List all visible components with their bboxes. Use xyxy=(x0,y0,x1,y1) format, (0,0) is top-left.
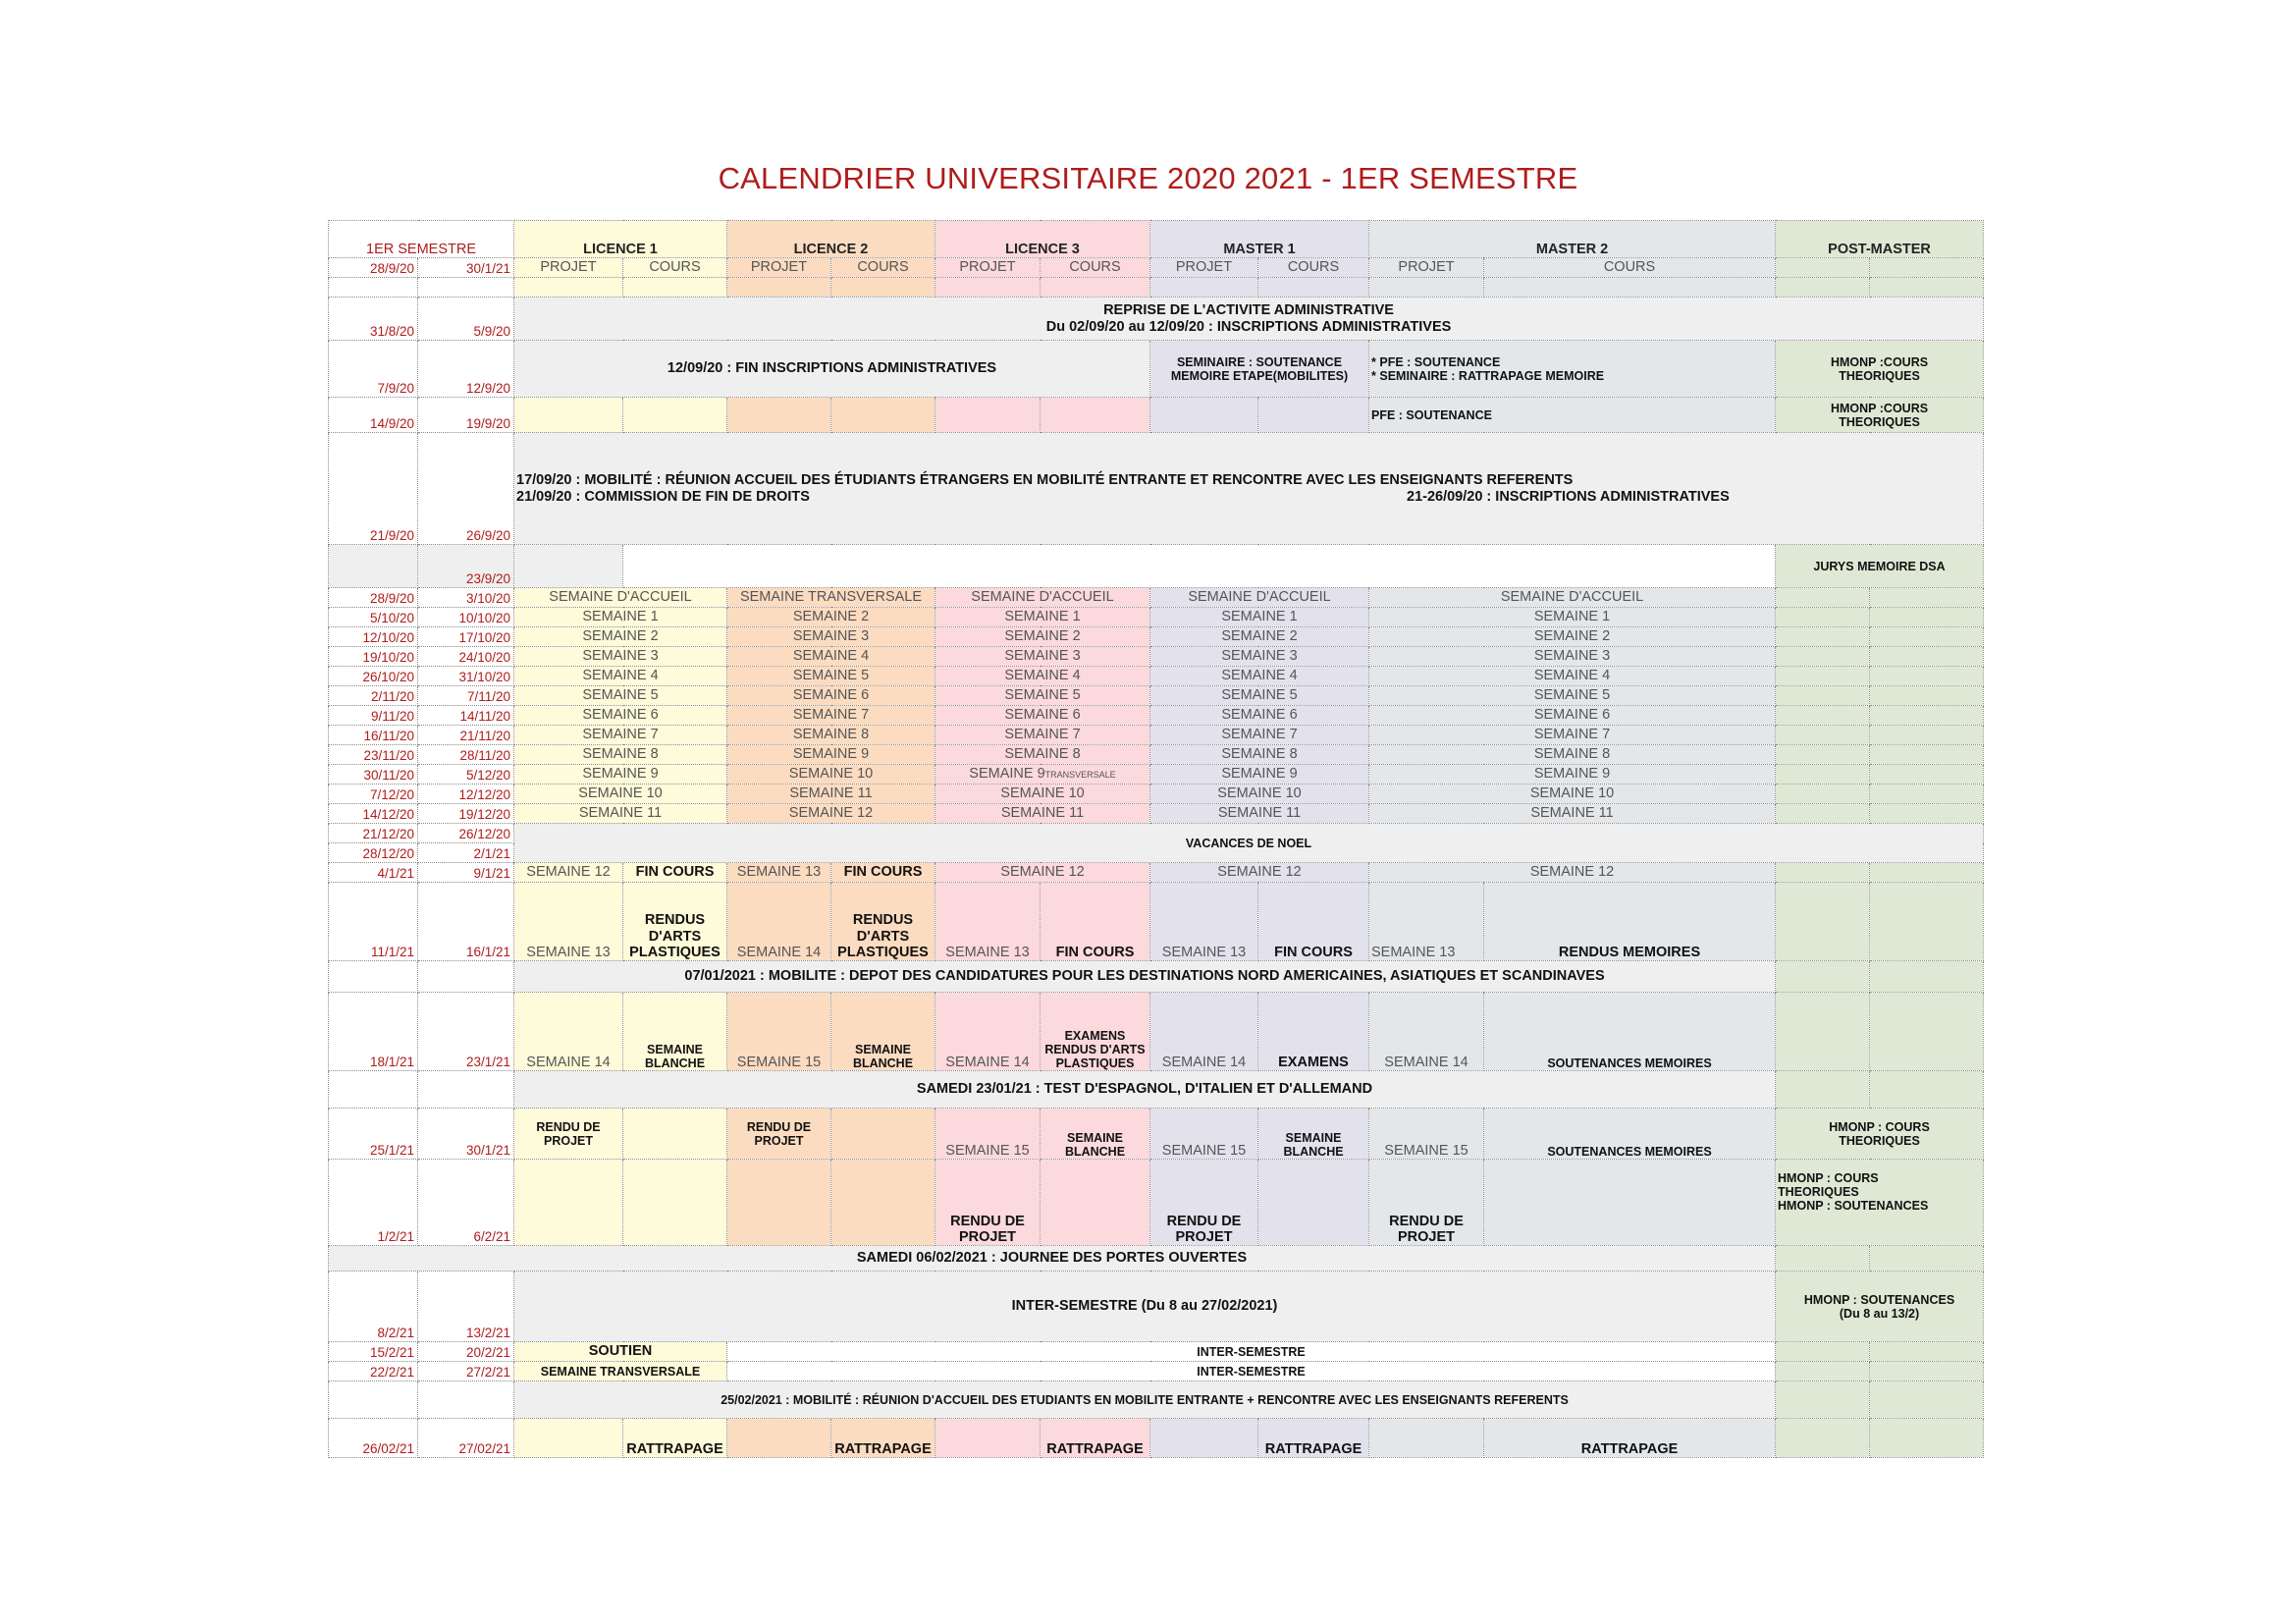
licence2-cours xyxy=(831,883,935,961)
postmaster-event xyxy=(1776,1272,1984,1342)
licence1-cell: SEMAINE TRANSVERSALE xyxy=(514,1362,727,1381)
end-date: 13/2/21 xyxy=(418,1272,514,1342)
licence1-cell: SEMAINE 9 xyxy=(514,765,727,785)
intersemestre-cell: INTER-SEMESTRE (Du 8 au 27/02/2021) xyxy=(514,1272,1776,1342)
cell-line: SEMAINE xyxy=(647,1043,703,1056)
start-date: 30/11/20 xyxy=(329,765,418,785)
master1-cell: SEMAINE 7 xyxy=(1150,726,1369,745)
start-date: 8/2/21 xyxy=(329,1272,418,1342)
master2-cours: RENDUS MEMOIRES xyxy=(1484,883,1776,961)
vacances-cell: VACANCES DE NOEL xyxy=(514,824,1984,863)
cell-line: PROJET xyxy=(1398,1228,1456,1245)
week-row xyxy=(329,863,1984,883)
cell-line: SEMAINE xyxy=(855,1043,911,1056)
event-cell xyxy=(514,298,1984,341)
start-date: 16/11/20 xyxy=(329,726,418,745)
licence2-cell: SEMAINE 9 xyxy=(727,745,935,765)
end-date: 6/2/21 xyxy=(418,1160,514,1246)
master1-cours xyxy=(1258,1109,1369,1160)
cell-line: PROJET xyxy=(754,1133,804,1148)
cell-line: RENDU DE xyxy=(536,1119,601,1134)
start-date: 4/1/21 xyxy=(329,863,418,883)
start-date: 11/1/21 xyxy=(329,883,418,961)
licence3-cell: SEMAINE 2 xyxy=(935,627,1150,647)
cell-line: SEMAINE xyxy=(1285,1131,1342,1145)
licence2-cell: SEMAINE 3 xyxy=(727,627,935,647)
master1-cell: SEMAINE D'ACCUEIL xyxy=(1150,588,1369,608)
licence3-cell: SEMAINE 4 xyxy=(935,667,1150,686)
licence2-cell: SEMAINE 4 xyxy=(727,647,935,667)
semester-end-date: 30/1/21 xyxy=(418,258,514,278)
empty-cell xyxy=(1776,258,1870,278)
end-date: 19/12/20 xyxy=(418,804,514,824)
licence1-projet xyxy=(514,1109,623,1160)
event-line: HMONP :COURS xyxy=(1830,354,1929,369)
licence2-cell: SEMAINE 6 xyxy=(727,686,935,706)
master1-cell: SEMAINE 12 xyxy=(1150,863,1369,883)
master2-cell: SEMAINE 1 xyxy=(1369,608,1776,627)
event-text: 21/09/20 : COMMISSION DE FIN DE DROITS xyxy=(516,488,810,505)
start-date: 12/10/20 xyxy=(329,627,418,647)
week-row xyxy=(329,765,1984,785)
col-cours: COURS xyxy=(831,258,935,278)
licence3-cell: SEMAINE 1 xyxy=(935,608,1150,627)
event-cell: SAMEDI 23/01/21 : TEST D'ESPAGNOL, D'ITALIEN ET D'ALLEMAND xyxy=(514,1071,1776,1109)
end-date: 5/12/20 xyxy=(418,765,514,785)
cell-line: THEORIQUES xyxy=(1839,1133,1920,1148)
end-date: 26/9/20 xyxy=(418,433,514,545)
postmaster-event xyxy=(1776,398,1984,433)
end-date: 20/2/21 xyxy=(418,1342,514,1362)
week-row xyxy=(329,804,1984,824)
master2-cell: SEMAINE 11 xyxy=(1369,804,1776,824)
week-row xyxy=(329,1342,1984,1362)
week-row xyxy=(329,627,1984,647)
master2-projet: SEMAINE 13 xyxy=(1369,883,1484,961)
licence3-projet: SEMAINE 14 xyxy=(935,993,1041,1071)
start-date: 15/2/21 xyxy=(329,1342,418,1362)
licence1-cell: SOUTIEN xyxy=(514,1342,727,1362)
week-row xyxy=(329,686,1984,706)
licence3-cours: FIN COURS xyxy=(1041,883,1150,961)
licence1-cell: SEMAINE D'ACCUEIL xyxy=(514,588,727,608)
master2-cell: SEMAINE 2 xyxy=(1369,627,1776,647)
licence2-header: LICENCE 2 xyxy=(727,221,935,258)
licence3-cell: SEMAINE 11 xyxy=(935,804,1150,824)
cell-line: PROJET xyxy=(543,1133,593,1148)
master2-cours: SOUTENANCES MEMOIRES xyxy=(1484,1109,1776,1160)
event-text: 17/09/20 : MOBILITÉ : RÉUNION ACCUEIL DES ÉTUDIANTS ÉTRANGERS EN MOBILITÉ ENTRANTE ET RENCONTRE AVEC LES ENSEIGNANTS REFERENTS xyxy=(516,472,1574,489)
spacer-row xyxy=(329,278,1984,298)
licence1-cours: FIN COURS xyxy=(623,863,727,883)
licence3-cell: SEMAINE D'ACCUEIL xyxy=(935,588,1150,608)
cell-line: RENDU DE xyxy=(950,1213,1025,1229)
master2-event xyxy=(1369,341,1776,398)
cell-line: PROJET xyxy=(1175,1228,1233,1245)
end-date: 28/11/20 xyxy=(418,745,514,765)
end-date: 31/10/20 xyxy=(418,667,514,686)
end-date: 3/10/20 xyxy=(418,588,514,608)
master2-cours: SOUTENANCES MEMOIRES xyxy=(1484,993,1776,1071)
start-date: 23/11/20 xyxy=(329,745,418,765)
master2-cell: SEMAINE 3 xyxy=(1369,647,1776,667)
week-row xyxy=(329,341,1984,398)
col-projet: PROJET xyxy=(514,258,623,278)
licence1-cell: SEMAINE 10 xyxy=(514,785,727,804)
licence3-projet: SEMAINE 15 xyxy=(935,1109,1041,1160)
cell-line: BLANCHE xyxy=(852,1056,914,1070)
end-date: 26/12/20 xyxy=(418,824,514,843)
week-row xyxy=(329,433,1984,545)
start-date: 28/12/20 xyxy=(329,843,418,863)
master1-cell: SEMAINE 6 xyxy=(1150,706,1369,726)
end-date: 9/1/21 xyxy=(418,863,514,883)
end-date: 24/10/20 xyxy=(418,647,514,667)
start-date: 21/12/20 xyxy=(329,824,418,843)
cell-line: RENDU DE xyxy=(1166,1213,1242,1229)
event-line: SEMINAIRE : SOUTENANCE xyxy=(1176,354,1343,369)
postmaster-event xyxy=(1776,1160,1984,1246)
end-date: 14/11/20 xyxy=(418,706,514,726)
start-date: 28/9/20 xyxy=(329,588,418,608)
master1-cours: EXAMENS xyxy=(1258,993,1369,1071)
licence2-projet xyxy=(727,1109,831,1160)
licence1-cell: SEMAINE 1 xyxy=(514,608,727,627)
master1-cell: SEMAINE 11 xyxy=(1150,804,1369,824)
start-date: 26/02/21 xyxy=(329,1419,418,1458)
end-date: 2/1/21 xyxy=(418,843,514,863)
master1-cours: FIN COURS xyxy=(1258,883,1369,961)
licence2-cell: SEMAINE 10 xyxy=(727,765,935,785)
licence3-cell: SEMAINE 3 xyxy=(935,647,1150,667)
start-date: 1/2/21 xyxy=(329,1160,418,1246)
postmaster-event xyxy=(1776,1109,1984,1160)
end-date: 27/2/21 xyxy=(418,1362,514,1381)
start-date: 21/9/20 xyxy=(329,433,418,545)
master2-cell: SEMAINE 12 xyxy=(1369,863,1776,883)
subheader-row xyxy=(329,258,1984,278)
week-row xyxy=(329,667,1984,686)
cell-line: RENDUS xyxy=(852,912,914,929)
col-projet: PROJET xyxy=(1150,258,1258,278)
master2-cell: SEMAINE 9 xyxy=(1369,765,1776,785)
licence1-cell: SEMAINE 6 xyxy=(514,706,727,726)
licence3-cell: SEMAINE 6 xyxy=(935,706,1150,726)
licence2-cell: SEMAINE 8 xyxy=(727,726,935,745)
start-date: 14/12/20 xyxy=(329,804,418,824)
start-date: 7/12/20 xyxy=(329,785,418,804)
licence3-cours xyxy=(1041,993,1150,1071)
licence1-rattrapage: RATTRAPAGE xyxy=(623,1419,727,1458)
master2-projet: SEMAINE 14 xyxy=(1369,993,1484,1071)
master1-header: MASTER 1 xyxy=(1150,221,1369,258)
master1-event xyxy=(1150,341,1369,398)
licence2-projet: SEMAINE 15 xyxy=(727,993,831,1071)
week-label: SEMAINE 9 xyxy=(969,766,1045,783)
cell-line: RENDU DE xyxy=(746,1119,812,1134)
cell-line: THEORIQUES xyxy=(1778,1185,1859,1199)
licence2-projet: SEMAINE 14 xyxy=(727,883,831,961)
cell-line: RENDUS D'ARTS xyxy=(1044,1043,1146,1056)
end-date: 10/10/20 xyxy=(418,608,514,627)
empty-cell xyxy=(1870,258,1984,278)
week-row xyxy=(329,883,1984,961)
semester-header: 1ER SEMESTRE xyxy=(329,221,514,258)
licence3-cell: SEMAINE 5 xyxy=(935,686,1150,706)
master2-cell: SEMAINE 6 xyxy=(1369,706,1776,726)
licence1-cell: SEMAINE 8 xyxy=(514,745,727,765)
licence3-cell: SEMAINE 7 xyxy=(935,726,1150,745)
cell-line: (Du 8 au 13/2) xyxy=(1839,1306,1920,1321)
event-row xyxy=(329,1071,1984,1109)
start-date: 2/11/20 xyxy=(329,686,418,706)
event-line: THEORIQUES xyxy=(1839,368,1920,383)
event-line xyxy=(516,489,1981,505)
event-line: THEORIQUES xyxy=(1839,414,1920,429)
start-date: 7/9/20 xyxy=(329,341,418,398)
master2-projet xyxy=(1369,1160,1484,1246)
start-date: 31/8/20 xyxy=(329,298,418,341)
licence2-cell: SEMAINE 12 xyxy=(727,804,935,824)
postmaster-event: JURYS MEMOIRE DSA xyxy=(1776,545,1984,588)
cell-line: HMONP : SOUTENANCES xyxy=(1778,1199,1929,1213)
licence3-rattrapage: RATTRAPAGE xyxy=(1041,1419,1150,1458)
start-date: 9/11/20 xyxy=(329,706,418,726)
licence3-cours xyxy=(1041,1109,1150,1160)
event-cell: 25/02/2021 : MOBILITÉ : RÉUNION D'ACCUEIL DES ETUDIANTS EN MOBILITE ENTRANTE + RENCONTRE AVEC LES ENSEIGNANTS REFERENTS xyxy=(514,1381,1776,1419)
intersemestre-cell: INTER-SEMESTRE xyxy=(727,1362,1776,1381)
event-line: HMONP :COURS xyxy=(1830,401,1929,415)
week-row xyxy=(329,993,1984,1071)
master1-rattrapage: RATTRAPAGE xyxy=(1258,1419,1369,1458)
master2-cell: SEMAINE 7 xyxy=(1369,726,1776,745)
cell-line: HMONP : COURS xyxy=(1778,1171,1879,1185)
licence1-cell: SEMAINE 5 xyxy=(514,686,727,706)
cell-line: D'ARTS xyxy=(648,928,702,945)
end-date: 12/12/20 xyxy=(418,785,514,804)
cell-line: PLASTIQUES xyxy=(1055,1056,1135,1070)
event-line: * PFE : SOUTENANCE xyxy=(1371,354,1501,369)
licence1-projet: SEMAINE 13 xyxy=(514,883,623,961)
end-date: 30/1/21 xyxy=(418,1109,514,1160)
licence1-cours xyxy=(623,993,727,1071)
licence1-cell: SEMAINE 2 xyxy=(514,627,727,647)
master1-cell: SEMAINE 2 xyxy=(1150,627,1369,647)
event-text: REPRISE DE L'ACTIVITE ADMINISTRATIVE xyxy=(1103,302,1394,319)
calendar-table xyxy=(328,220,1984,1458)
master2-cell: SEMAINE 8 xyxy=(1369,745,1776,765)
week-row xyxy=(329,647,1984,667)
licence3-header: LICENCE 3 xyxy=(935,221,1150,258)
week-row xyxy=(329,1419,1984,1458)
licence2-cell: SEMAINE 5 xyxy=(727,667,935,686)
master1-cell: SEMAINE 9 xyxy=(1150,765,1369,785)
end-date: 19/9/20 xyxy=(418,398,514,433)
licence3-cell: SEMAINE 8 xyxy=(935,745,1150,765)
event-cell: SAMEDI 06/02/2021 : JOURNEE DES PORTES OUVERTES xyxy=(329,1246,1776,1272)
start-date: 5/10/20 xyxy=(329,608,418,627)
end-date: 27/02/21 xyxy=(418,1419,514,1458)
week-row xyxy=(329,398,1984,433)
licence1-cours xyxy=(623,883,727,961)
cell-line: D'ARTS xyxy=(856,928,910,945)
master2-projet: SEMAINE 15 xyxy=(1369,1109,1484,1160)
week-row xyxy=(329,1160,1984,1246)
week-row xyxy=(329,706,1984,726)
event-text: 21-26/09/20 : INSCRIPTIONS ADMINISTRATIVES xyxy=(1407,488,1730,505)
cell-line: RENDUS xyxy=(644,912,706,929)
licence2-cell: SEMAINE TRANSVERSALE xyxy=(727,588,935,608)
licence3-projet xyxy=(935,1160,1041,1246)
start-date: 26/10/20 xyxy=(329,667,418,686)
master1-cell: SEMAINE 10 xyxy=(1150,785,1369,804)
licence1-projet: SEMAINE 12 xyxy=(514,863,623,883)
master1-cell: SEMAINE 4 xyxy=(1150,667,1369,686)
cell-line: PLASTIQUES xyxy=(837,944,929,960)
licence1-header: LICENCE 1 xyxy=(514,221,727,258)
licence1-projet: SEMAINE 14 xyxy=(514,993,623,1071)
start-date: 19/10/20 xyxy=(329,647,418,667)
master1-projet: SEMAINE 14 xyxy=(1150,993,1258,1071)
licence2-cell: SEMAINE 7 xyxy=(727,706,935,726)
event-cell xyxy=(514,433,1984,545)
start-date: 14/9/20 xyxy=(329,398,418,433)
master1-cell: SEMAINE 5 xyxy=(1150,686,1369,706)
licence2-cours: FIN COURS xyxy=(831,863,935,883)
event-row xyxy=(329,1246,1984,1272)
licence1-cell: SEMAINE 7 xyxy=(514,726,727,745)
licence1-cell: SEMAINE 11 xyxy=(514,804,727,824)
licence2-projet: SEMAINE 13 xyxy=(727,863,831,883)
col-projet: PROJET xyxy=(727,258,831,278)
end-date: 17/10/20 xyxy=(418,627,514,647)
transversale-label: TRANSVERSALE xyxy=(1044,770,1116,781)
cell-line: BLANCHE xyxy=(1064,1145,1126,1159)
postmaster-header: POST-MASTER xyxy=(1776,221,1984,258)
licence2-cell: SEMAINE 11 xyxy=(727,785,935,804)
end-date: 23/9/20 xyxy=(418,545,514,588)
week-row xyxy=(329,545,1984,588)
master2-cell: SEMAINE 10 xyxy=(1369,785,1776,804)
licence3-cell: SEMAINE 10 xyxy=(935,785,1150,804)
week-row xyxy=(329,745,1984,765)
semester-start-date: 28/9/20 xyxy=(329,258,418,278)
event-line: MEMOIRE ETAPE(MOBILITES) xyxy=(1170,368,1349,383)
licence2-rattrapage: RATTRAPAGE xyxy=(831,1419,935,1458)
event-cell: 12/09/20 : FIN INSCRIPTIONS ADMINISTRATIVES xyxy=(514,341,1150,398)
end-date: 21/11/20 xyxy=(418,726,514,745)
event-text: Du 02/09/20 au 12/09/20 : INSCRIPTIONS ADMINISTRATIVES xyxy=(1045,318,1452,335)
week-row xyxy=(329,824,1984,843)
master1-projet: SEMAINE 13 xyxy=(1150,883,1258,961)
cell-line: HMONP : SOUTENANCES xyxy=(1803,1292,1955,1307)
cell-line: HMONP : COURS xyxy=(1829,1119,1930,1134)
week-row xyxy=(329,785,1984,804)
week-row xyxy=(329,1362,1984,1381)
cell-line: BLANCHE xyxy=(1283,1145,1344,1159)
cell-line: BLANCHE xyxy=(644,1056,706,1070)
master1-cell: SEMAINE 3 xyxy=(1150,647,1369,667)
master1-cell: SEMAINE 1 xyxy=(1150,608,1369,627)
end-date: 5/9/20 xyxy=(418,298,514,341)
event-line: * SEMINAIRE : RATTRAPAGE MEMOIRE xyxy=(1371,368,1605,383)
postmaster-event xyxy=(1776,341,1984,398)
licence2-cell: SEMAINE 2 xyxy=(727,608,935,627)
week-row xyxy=(329,1109,1984,1160)
intersemestre-cell: INTER-SEMESTRE xyxy=(727,1342,1776,1362)
header-row xyxy=(329,221,1984,258)
col-cours: COURS xyxy=(1484,258,1776,278)
week-row xyxy=(329,1272,1984,1342)
master1-projet xyxy=(1150,1160,1258,1246)
master2-rattrapage: RATTRAPAGE xyxy=(1484,1419,1776,1458)
col-cours: COURS xyxy=(1041,258,1150,278)
master2-cell: SEMAINE D'ACCUEIL xyxy=(1369,588,1776,608)
end-date: 23/1/21 xyxy=(418,993,514,1071)
event-cell: 07/01/2021 : MOBILITE : DEPOT DES CANDIDATURES POUR LES DESTINATIONS NORD AMERICAINES, ASIATIQUES ET SCANDINAVES xyxy=(514,961,1776,993)
end-date: 16/1/21 xyxy=(418,883,514,961)
week-row xyxy=(329,298,1984,341)
week-row xyxy=(329,588,1984,608)
licence2-cours xyxy=(831,993,935,1071)
event-row xyxy=(329,961,1984,993)
start-date: 22/2/21 xyxy=(329,1362,418,1381)
master2-event: PFE : SOUTENANCE xyxy=(1369,398,1776,433)
end-date: 7/11/20 xyxy=(418,686,514,706)
master2-cell: SEMAINE 4 xyxy=(1369,667,1776,686)
cell-line: PLASTIQUES xyxy=(629,944,721,960)
start-date: 25/1/21 xyxy=(329,1109,418,1160)
page-title: CALENDRIER UNIVERSITAIRE 2020 2021 - 1ER SEMESTRE xyxy=(718,161,1578,195)
licence1-cell: SEMAINE 3 xyxy=(514,647,727,667)
licence3-projet: SEMAINE 13 xyxy=(935,883,1041,961)
col-cours: COURS xyxy=(1258,258,1369,278)
master1-projet: SEMAINE 15 xyxy=(1150,1109,1258,1160)
master1-cell: SEMAINE 8 xyxy=(1150,745,1369,765)
licence3-cell: SEMAINE 12 xyxy=(935,863,1150,883)
end-date: 12/9/20 xyxy=(418,341,514,398)
week-row xyxy=(329,726,1984,745)
col-projet: PROJET xyxy=(1369,258,1484,278)
licence3-cell xyxy=(935,765,1150,785)
licence1-cell: SEMAINE 4 xyxy=(514,667,727,686)
start-date: 18/1/21 xyxy=(329,993,418,1071)
cell-line: PROJET xyxy=(958,1228,1016,1245)
col-cours: COURS xyxy=(623,258,727,278)
col-projet: PROJET xyxy=(935,258,1041,278)
master2-header: MASTER 2 xyxy=(1369,221,1776,258)
week-row xyxy=(329,608,1984,627)
cell-line: EXAMENS xyxy=(1064,1029,1126,1043)
cell-line: RENDU DE xyxy=(1389,1213,1464,1229)
event-row xyxy=(329,1381,1984,1419)
master2-cell: SEMAINE 5 xyxy=(1369,686,1776,706)
cell-line: SEMAINE xyxy=(1067,1131,1123,1145)
